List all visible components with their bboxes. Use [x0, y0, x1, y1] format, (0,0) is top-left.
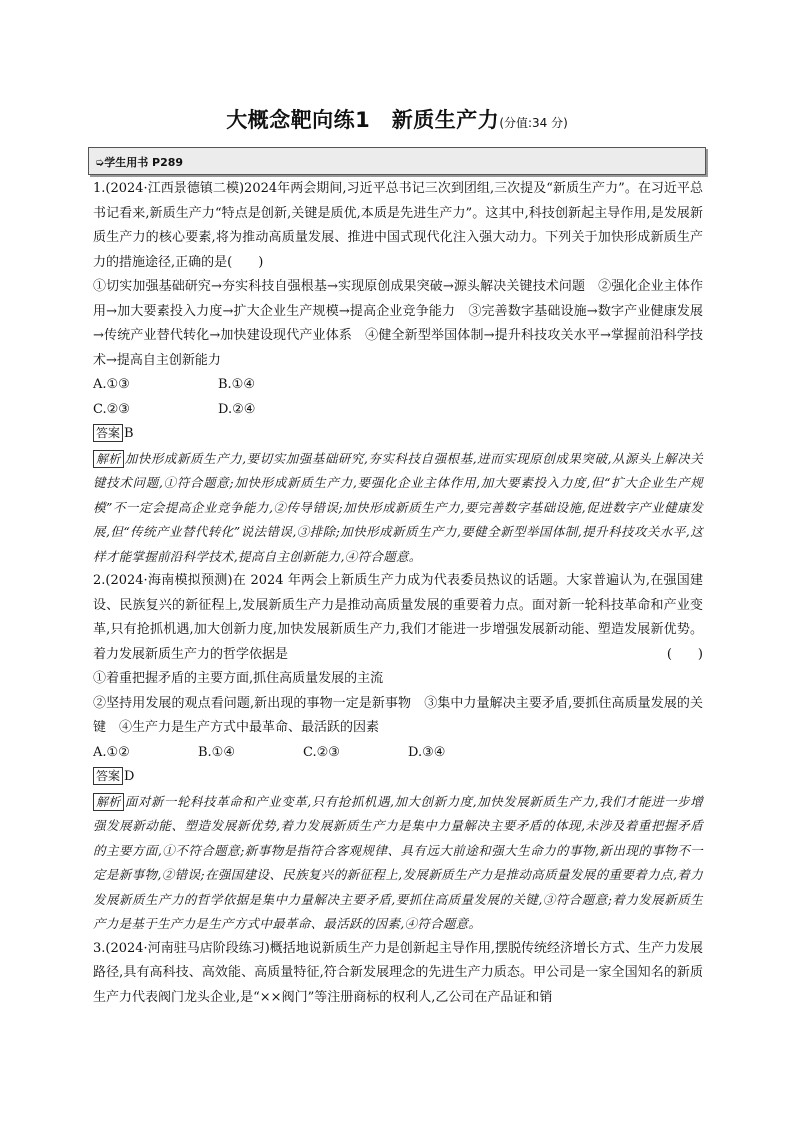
page-title-text: 大概念靶向练1 新质生产力 [226, 108, 500, 132]
answer-value: D [124, 769, 135, 784]
questions-content [93, 177, 703, 1010]
question-1-options-row-2 [93, 398, 703, 423]
answer-tag: 答案 [93, 767, 123, 785]
option-b: B.①④ [218, 377, 255, 392]
analysis-tag: 解析 [93, 450, 124, 468]
option-c: C.②③ [303, 744, 340, 760]
analysis-tag: 解析 [93, 793, 124, 811]
question-1-items: ①切实加强基础研究→夯实科技自强根基→实现原创成果突破→源头解决关键技术问题 ②强化企业主体作用→加大要素投入力度→扩大企业生产规模→提高企业竞争能力 ③完善数字基础设施→数字产业健康发展→传统产业替代转化→加快建设现代产业体系 ④健全新型举国体制→提升科技攻关水平→掌握前沿科学技术→提高自主创新能力 [93, 279, 703, 368]
page-title [0, 104, 794, 134]
question-2-stem [93, 569, 703, 667]
question-2-options [93, 741, 703, 766]
question-1-analysis [93, 447, 703, 570]
analysis-text: 面对新一轮科技革命和产业变革,只有抢抓机遇,加大创新力度,加快发展新质生产力,我们才能进一步增强发展新动能、塑造发展新优势,着力发展新质生产力是集中力量解决主要矛盾的体现,未涉及着重把握矛盾的主要方面,①不符合题意;新事物是指符合客观规律、具有远大前途和强大生命力的事物,新出现的事物不一定是新事物,②错误;在强国建设、民族复兴的新征程上,发展新质生产力是推动高质量发展的重要着力点,着力发展新质生产力的哲学依据是集中力量解决主要矛盾,要抓住高质量发展的关键,③符合题意;着力发展新质生产力是基于生产力是生产方式中最革命、最活跃的因素,④符合题意。 [93, 793, 703, 931]
book-reference-bar [88, 147, 706, 175]
option-c: C.②③ [93, 401, 130, 417]
question-1-answer [93, 422, 703, 447]
answer-tag: 答案 [93, 424, 123, 442]
option-a: A.①② [93, 744, 130, 760]
analysis-text: 加快形成新质生产力,要切实加强基础研究,夯实科技自强根基,进而实现原创成果突破,从源头上解决关键技术问题,①符合题意;加快形成新质生产力,要强化企业主体作用,加大要素投入力度,但“扩大企业生产规模”不一定会提高企业竞争能力,②传导错误;加快形成新质生产力,要完善数字基础设施,促进数字产业健康发展,但“传统产业替代转化”说法错误,③排除;加快形成新质生产力,要健全新型举国体制,提升科技攻关水平,这样才能掌握前沿科学技术,提高自主创新能力,④符合题意。 [93, 450, 703, 564]
option-d: D.③④ [408, 744, 446, 760]
answer-bracket: ( ) [666, 646, 703, 662]
question-2-items-1: ①着重把握矛盾的主要方面,抓住高质量发展的主流 [93, 671, 384, 686]
question-2-analysis [93, 790, 703, 937]
option-d: D.②④ [218, 401, 256, 417]
option-b: B.①④ [198, 744, 235, 760]
book-reference: ➭学生用书 P289 [95, 156, 184, 169]
question-3-stem: 3.(2024·河南驻马店阶段练习)概括地说新质生产力是创新起主导作用,摆脱传统经济增长方式、生产力发展路径,具有高科技、高效能、高质量特征,符合新发展理念的先进生产力质态。甲公司是一家全国知名的新质生产力代表阀门龙头企业,是“××阀门”等注册商标的权利人,乙公司在产品证和销 [93, 940, 703, 1005]
question-2-items-2: ②坚持用发展的观点看问题,新出现的事物一定是新事物 ③集中力量解决主要矛盾,要抓住高质量发展的关键 ④生产力是生产方式中最革命、最活跃的因素 [93, 695, 703, 735]
question-2-stem-text: 2.(2024·海南模拟预测)在 2024 年两会上新质生产力成为代表委员热议的话题。大家普遍认为,在强国建设、民族复兴的新征程上,发展新质生产力是推动高质量发展的重要着力点。面对新一轮科技革命和产业变革,只有抢抓机遇,加大创新力度,加快发展新质生产力,我们才能进一步增强发展新动能、塑造发展新优势。着力发展新质生产力的哲学依据是 [93, 573, 703, 662]
option-a: A.①③ [93, 377, 130, 392]
question-2-answer [93, 765, 703, 790]
question-1-options-row-1 [93, 373, 703, 398]
answer-value: B [124, 426, 134, 441]
question-1-stem: 1.(2024·江西景德镇二模)2024年两会期间,习近平总书记三次到团组,三次提及“新质生产力”。在习近平总书记看来,新质生产力“特点是创新,关键是质优,本质是先进生产力”。这其中,科技创新起主导作用,是发展新质生产力的核心要素,将为推动高质量发展、推进中国式现代化注入强大动力。下列关于加快形成新质生产力的措施途径,正确的是( ) [93, 181, 703, 270]
score-note: (分值:34 分) [499, 116, 568, 130]
